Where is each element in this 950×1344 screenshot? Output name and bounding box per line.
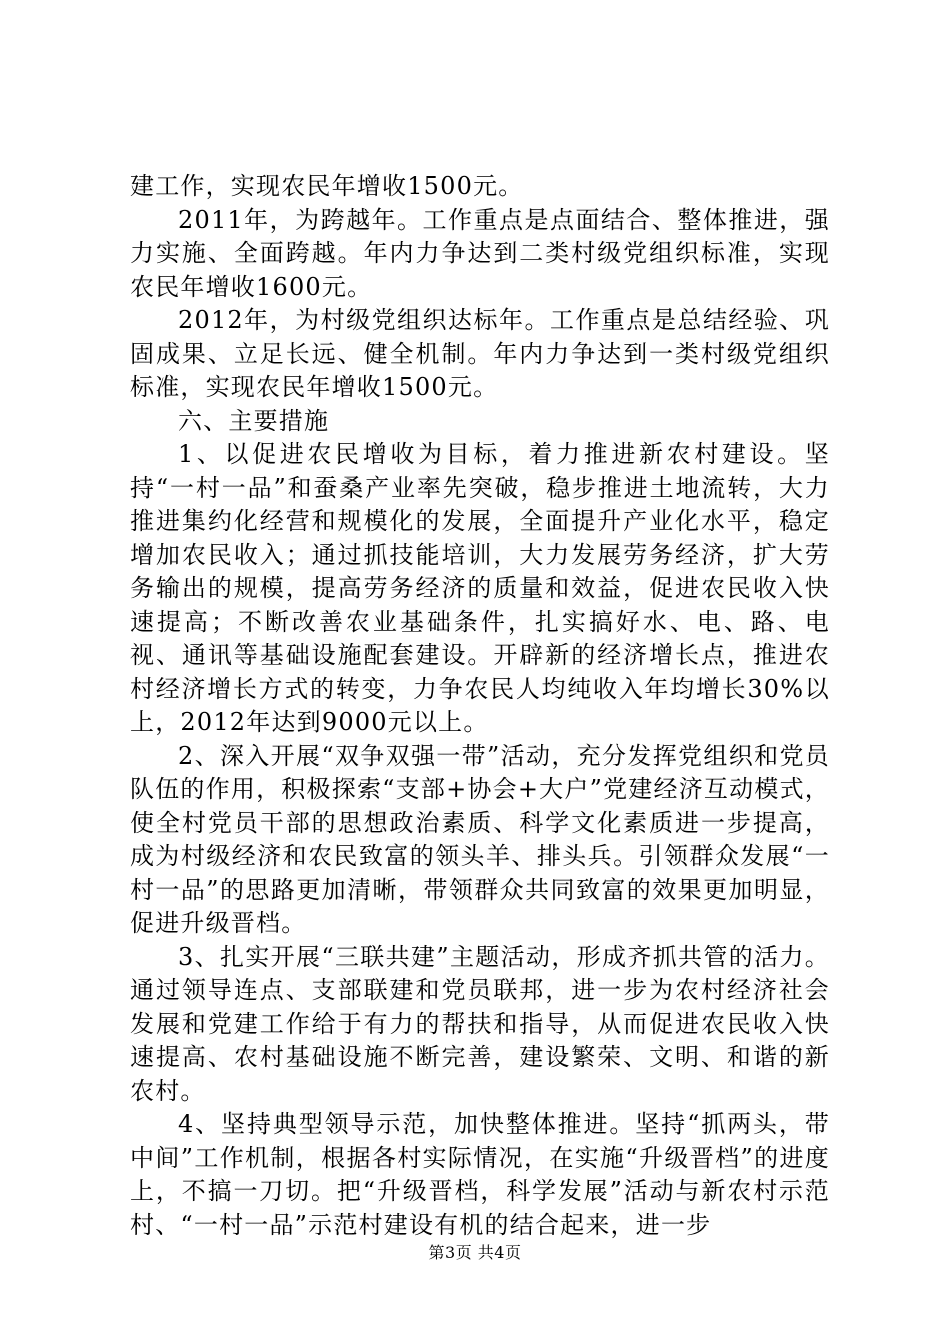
paragraph-2012: 2012年，为村级党组织达标年。工作重点是总结经验、巩固成果、立足长远、健全机制。年内力争达到一类村级党组织标准，实现农民年增收1500元。 [130, 306, 830, 401]
page-footer: 第3页 共4页 [428, 1243, 522, 1262]
section-heading-main-measures: 六、主要措施 [178, 406, 330, 435]
paragraph-measure-1: 1、以促进农民增收为目标，着力推进新农村建设。坚持“一村一品”和蚕桑产业率先突破，稳步推进土地流转，大力推进集约化经营和规模化的发展，全面提升产业化水平，稳定增加农民收入；通过抓技能培训，大力发展劳务经济，扩大劳务输出的规模，提高劳务经济的质量和效益，促进农民收入快速提高；不断改善农业基础条件，扎实搞好水、电、路、电视、通讯等基础设施配套建设。开辟新的经济增长点，推进农村经济增长方式的转变，力争农民人均纯收入年均增长30%以上，2012年达到9000元以上。 [130, 440, 830, 736]
document-body [130, 170, 830, 1242]
paragraph-2011: 2011年，为跨越年。工作重点是点面结合、整体推进，强力实施、全面跨越。年内力争达到二类村级党组织标准，实现农民年增收1600元。 [130, 205, 830, 301]
paragraph-measure-3: 3、扎实开展“三联共建”主题活动，形成齐抓共管的活力。通过领导连点、支部联建和党员联邦，进一步为农村经济社会发展和党建工作给于有力的帮扶和指导，从而促进农民收入快速提高、农村基础设施不断完善，建设繁荣、文明、和谐的新农村。 [130, 942, 830, 1105]
paragraph-intro-tail: 建工作，实现农民年增收1500元。 [130, 172, 524, 200]
paragraph-measure-2: 2、深入开展“双争双强一带”活动，充分发挥党组织和党员队伍的作用，积极探索“支部+协会+大户”党建经济互动模式，使全村党员干部的思想政治素质、科学文化素质进一步提高，成为村级经济和农民致富的领头羊、排头兵。引领群众发展“一村一品”的思路更加清晰，带领群众共同致富的效果更加明显，促进升级晋档。 [130, 741, 830, 937]
paragraph-measure-4: 4、坚持典型领导示范，加快整体推进。坚持“抓两头，带中间”工作机制，根据各村实际情况，在实施“升级晋档”的进度上，不搞一刀切。把“升级晋档，科学发展”活动与新农村示范村、“一村一品”示范村建设有机的结合起来，进一步 [130, 1110, 830, 1239]
